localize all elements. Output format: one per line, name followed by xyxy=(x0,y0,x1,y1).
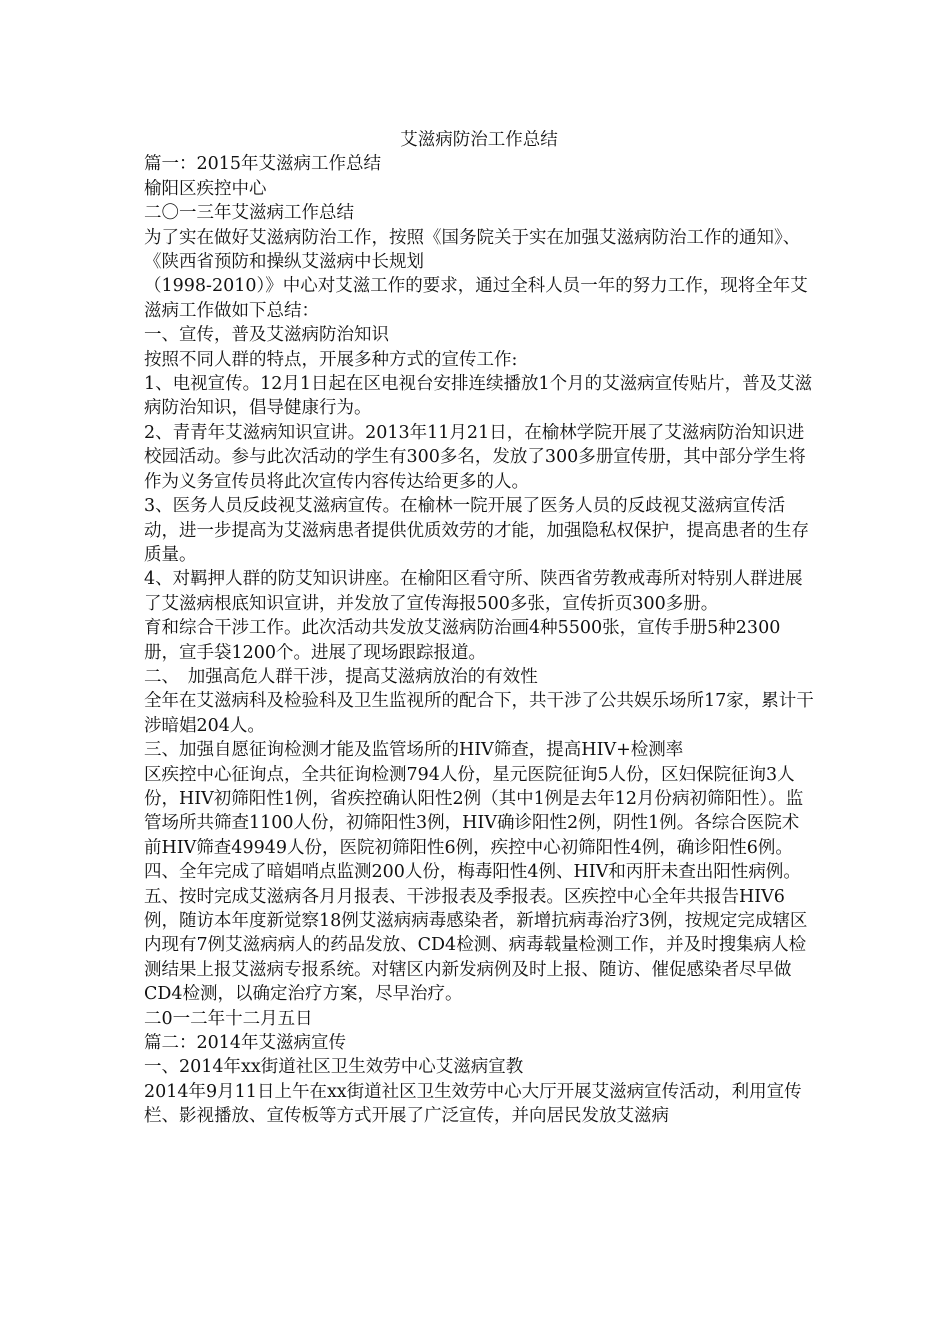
document-title: 艾滋病防治工作总结 xyxy=(400,130,558,150)
paragraph-8: 1、电视宣传。12月1日起在区电视台安排连续播放1个月的艾滋病宣传贴片，普及艾滋病防治知识，倡导健康行为。 xyxy=(144,374,813,419)
paragraph-22: 2014年9月11日上午在xx街道社区卫生效劳中心大厅开展艾滋病宣传活动，利用宣传栏、影视播放、宣传板等方式开展了广泛宣传，并向居民发放艾滋病 xyxy=(144,1081,802,1127)
date-line: 二0一二年十二月五日 xyxy=(144,1008,313,1029)
part-two-heading: 篇二：2014年艾滋病宣传 xyxy=(144,1033,347,1054)
section-heading-1: 一、宣传，普及艾滋病防治知识 xyxy=(144,325,389,346)
paragraph-4: 为了实在做好艾滋病防治工作，按照《国务院关于实在加强艾滋病防治工作的通知》、《陕西省预防和操纵艾滋病中长规划 xyxy=(144,227,801,273)
paragraph-16: 区疾控中心征询点，全共征询检测794人份，星元医院征询5人份，区妇保院征询3人份，HIV初筛阳性1例，省疾控确认阳性2例（其中1例是去年12月份病初筛阳性）。监管场所共筛查1100人份，初筛阳性3例，HIV确诊阳性2例，阴性1例。各综合医院术前HIV筛查49949人份，医院初筛阳性6例，疾控中心初筛阳性4例，确诊阳性6例。 xyxy=(144,764,804,858)
section-heading-4: 四、全年完成了暗娼哨点监测200人份，梅毒阳性4例、HIV和丙肝未查出阳性病例。 xyxy=(144,862,801,883)
paragraph-2: 榆阳区疾控中心 xyxy=(144,178,267,199)
paragraph-3: 二〇一三年艾滋病工作总结 xyxy=(144,203,354,224)
paragraph-14: 全年在艾滋病科及检验科及卫生监视所的配合下，共干涉了公共娱乐场所17家，累计干涉暗娼204人。 xyxy=(144,691,814,736)
paragraph-11: 4、对羁押人群的防艾知识讲座。在榆阳区看守所、陕西省劳教戒毒所对特别人群进展了艾滋病根底知识宣讲，并发放了宣传海报500多张，宣传折页300多册。 xyxy=(144,569,803,614)
paragraph-7: 按照不同人群的特点，开展多种方式的宣传工作: xyxy=(144,349,518,370)
paragraph-10: 3、医务人员反歧视艾滋病宣传。在榆林一院开展了医务人员的反歧视艾滋病宣传活动，进一步提高为艾滋病患者提供优质效劳的才能，加强隐私权保护，提高患者的生存质量。 xyxy=(144,496,809,565)
paragraph-5: （1998-2010）》中心对艾滋工作的要求，通过全科人员一年的努力工作，现将全年艾滋病工作做如下总结： xyxy=(144,276,808,321)
paragraph-12: 育和综合干涉工作。此次活动共发放艾滋病防治画4种5500张，宣传手册5种2300册，宣手袋1200个。进展了现场跟踪报道。 xyxy=(144,618,781,663)
paragraph-1: 篇一：2015年艾滋病工作总结 xyxy=(144,154,382,175)
part-two-section-heading: 一、2014年xx街道社区卫生效劳中心艾滋病宣教 xyxy=(144,1057,524,1078)
section-heading-3: 三、加强自愿征询检测才能及监管场所的HIV筛查，提高HIV+检测率 xyxy=(144,740,684,761)
section-heading-2: 二、 加强高危人群干涉，提高艾滋病放治的有效性 xyxy=(144,666,538,687)
paragraph-9: 2、青青年艾滋病知识宣讲。2013年11月21日，在榆林学院开展了艾滋病防治知识进校园活动。参与此次活动的学生有300多名，发放了300多册宣传册，其中部分学生将作为义务宣传员将此次宣传内容传达给更多的人。 xyxy=(144,422,806,492)
document-body xyxy=(144,128,814,1129)
section-heading-5: 五、按时完成艾滋病各月月报表、干涉报表及季报表。区疾控中心全年共报告HIV6例，随访本年度新觉察18例艾滋病病毒感染者，新增抗病毒治疗3例，按规定完成辖区内现有7例艾滋病病人的药品发放、CD4检测、病毒载量检测工作，并及时搜集病人检测结果上报艾滋病专报系统。对辖区内新发病例及时上报、随访、催促感染者尽早做CD4检测，以确定治疗方案，尽早治疗。 xyxy=(144,886,808,1005)
